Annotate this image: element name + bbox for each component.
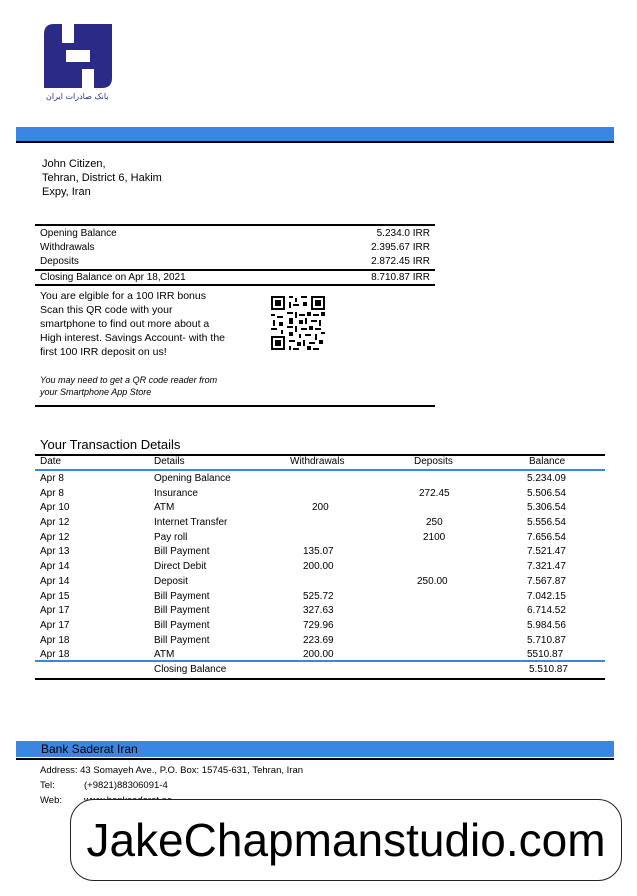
customer-address-line1: Tehran, District 6, Hakim [42, 172, 162, 184]
transactions-header [35, 456, 605, 470]
row-balance: 7.321.47 [527, 561, 566, 573]
footer-rule [16, 758, 614, 760]
customer-address-line2: Expy, Iran [42, 186, 91, 198]
promo-line: Scan this QR code with your [40, 304, 173, 316]
row-balance: 5.306.54 [527, 502, 566, 514]
row-deposit: 250.00 [417, 575, 448, 587]
row-balance: 7.656.54 [527, 531, 566, 543]
row-balance: 5.556.54 [527, 517, 566, 529]
row-details: Opening Balance [154, 473, 231, 484]
summary-label: Closing Balance on Apr 18, 2021 [40, 271, 186, 283]
row-details: Bill Payment [154, 605, 210, 617]
row-balance: 5.234.09 [527, 473, 566, 484]
row-details: Internet Transfer [154, 517, 228, 529]
row-withdrawal: 135.07 [303, 546, 334, 558]
footer-address: 43 Somayeh Ave., P.O. Box: 15745-631, Tehran, Iran [80, 765, 304, 776]
row-deposit: 2100 [423, 531, 446, 543]
row-details: Pay roll [154, 531, 188, 543]
row-withdrawal: 223.69 [303, 634, 334, 646]
row-withdrawal: 525.72 [303, 590, 334, 602]
row-date: Apr 12 [40, 531, 70, 543]
bank-logo-icon [44, 24, 112, 88]
summary-value: 2.872.45 IRR [371, 256, 430, 267]
summary-value: 5.234.0 IRR [376, 228, 430, 239]
row-date: Apr 8 [40, 487, 64, 499]
closing-rule [35, 660, 605, 662]
promo-note-line: your Smartphone App Store [40, 387, 152, 397]
row-withdrawal: 200.00 [303, 561, 334, 573]
tel-label: Tel: [40, 780, 55, 791]
transactions-bottom-rule [35, 678, 605, 680]
row-deposit: 250 [426, 517, 443, 529]
row-date: Apr 17 [40, 619, 70, 631]
row-date: Apr 12 [40, 517, 70, 529]
summary-bottom-rule [35, 284, 435, 286]
header-balance: Balance [529, 456, 566, 467]
row-withdrawal: 200.00 [303, 649, 334, 661]
table-row [35, 575, 605, 590]
row-withdrawal: 729.96 [303, 619, 334, 631]
address-label: Address: [40, 765, 78, 776]
row-date: Apr 18 [40, 634, 70, 646]
row-deposit: 272.45 [419, 487, 450, 499]
table-row [35, 516, 605, 531]
row-withdrawal: 327.63 [303, 605, 334, 617]
closing-balance-row [35, 663, 605, 677]
summary-value: 8.710.87 IRR [371, 271, 430, 283]
row-details: ATM [154, 649, 175, 661]
summary-row [35, 227, 435, 241]
row-balance: 5.984.56 [527, 619, 566, 631]
row-details: Bill Payment [154, 546, 210, 558]
summary-top-rule [35, 224, 435, 226]
footer-tel: (+9821)88306091-4 [84, 780, 168, 791]
header-withdrawals: Withdrawals [290, 456, 345, 467]
transactions-header-rule [35, 469, 605, 471]
customer-address [42, 157, 162, 199]
table-row [35, 487, 605, 502]
promo-text [40, 289, 270, 359]
watermark-text: JakeChapmanstudio.com [86, 814, 606, 866]
row-balance: 5510.87 [527, 649, 564, 661]
promo-line: You are elgible for a 100 IRR bonus [40, 290, 206, 302]
row-details: Bill Payment [154, 590, 210, 602]
row-details: Deposit [154, 575, 188, 587]
row-details: Bill Payment [154, 634, 210, 646]
table-row [35, 619, 605, 634]
table-row [35, 501, 605, 516]
row-balance: 7.521.47 [527, 546, 566, 558]
row-date: Apr 15 [40, 590, 70, 602]
row-details: Direct Debit [154, 561, 207, 573]
promo-note-line: You may need to get a QR code reader from [40, 375, 218, 385]
row-details: Insurance [154, 487, 198, 499]
row-balance: 7.042.15 [527, 590, 566, 602]
summary-value: 2.395.67 IRR [371, 242, 430, 253]
summary-label: Deposits [40, 256, 79, 267]
qr-code-icon [271, 296, 325, 350]
transactions-table [35, 472, 605, 663]
footer-bank-name: Bank Saderat Iran [41, 742, 138, 756]
summary-label: Opening Balance [40, 228, 117, 239]
account-summary [35, 227, 435, 285]
summary-label: Withdrawals [40, 242, 95, 253]
row-withdrawal: 200 [312, 502, 329, 514]
promo-bottom-rule [35, 405, 435, 407]
table-row [35, 590, 605, 605]
row-date: Apr 14 [40, 561, 70, 573]
row-date: Apr 10 [40, 502, 70, 514]
row-date: Apr 18 [40, 649, 70, 661]
web-label: Web: [40, 795, 63, 806]
promo-line: smartphone to find out more about a [40, 318, 210, 330]
table-row [35, 634, 605, 649]
header-date: Date [40, 456, 62, 467]
summary-row-closing [35, 271, 435, 285]
promo-line: High interest. Savings Account- with the [40, 332, 226, 344]
header-details: Details [154, 456, 185, 467]
table-row [35, 560, 605, 575]
row-date: Apr 8 [40, 473, 64, 484]
table-row [35, 472, 605, 487]
table-row [35, 604, 605, 619]
row-balance: 6.714.52 [527, 605, 566, 617]
header-rule [16, 141, 614, 143]
row-date: Apr 17 [40, 605, 70, 617]
row-details: Bill Payment [154, 619, 210, 631]
header-deposits: Deposits [414, 456, 453, 467]
closing-value: 5.510.87 [529, 664, 568, 675]
logo-caption: بانک صادرات ایران [46, 92, 109, 101]
summary-row [35, 241, 435, 255]
closing-label: Closing Balance [154, 664, 227, 675]
row-date: Apr 13 [40, 546, 70, 558]
summary-row [35, 255, 435, 269]
table-row [35, 545, 605, 560]
row-balance: 5.506.54 [527, 487, 566, 499]
row-balance: 7.567.87 [527, 575, 566, 587]
transactions-title: Your Transaction Details [40, 437, 181, 452]
row-date: Apr 14 [40, 575, 70, 587]
promo-line: first 100 IRR deposit on us! [40, 346, 167, 358]
promo-note [40, 374, 270, 398]
header-band [16, 127, 614, 141]
customer-name: John Citizen, [42, 158, 106, 170]
row-balance: 5.710.87 [527, 634, 566, 646]
table-row [35, 531, 605, 546]
watermark-banner [70, 799, 622, 881]
row-details: ATM [154, 502, 175, 514]
